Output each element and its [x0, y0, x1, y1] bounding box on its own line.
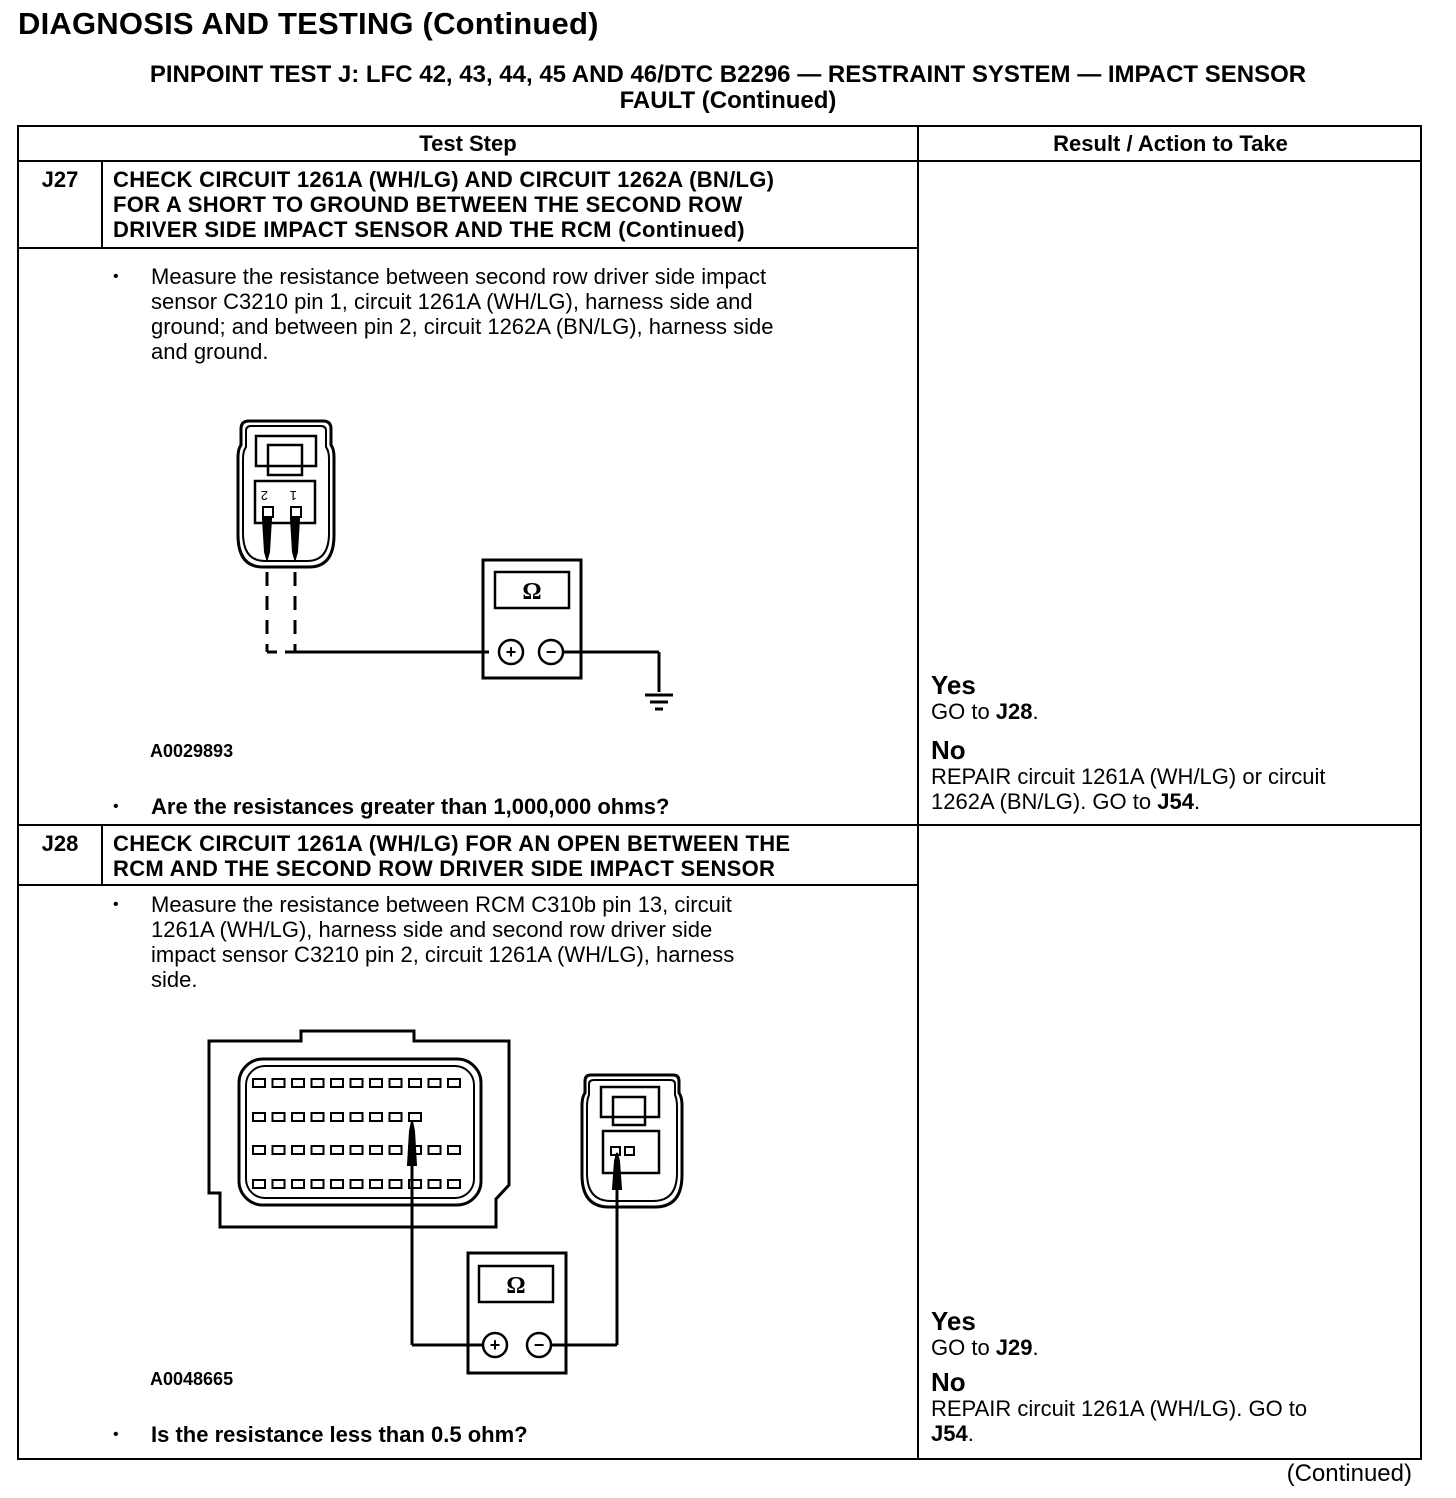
- figure-id-j27: A0029893: [150, 741, 234, 761]
- rcm-pin: [331, 1180, 343, 1188]
- figure-id-j28: A0048665: [150, 1369, 234, 1389]
- column-header-result: Result / Action to Take: [1053, 131, 1288, 156]
- step-title-line: RCM AND THE SECOND ROW DRIVER SIDE IMPACT SENSOR: [113, 856, 776, 881]
- rcm-pin: [273, 1146, 285, 1154]
- rcm-pin: [351, 1113, 363, 1121]
- instruction-line: ground; and between pin 2, circuit 1262A (BN/LG), harness side: [151, 314, 774, 339]
- rcm-pin: [390, 1079, 402, 1087]
- rcm-pin: [351, 1146, 363, 1154]
- rcm-pin: [409, 1079, 421, 1087]
- pinpoint-test-subtitle: [18, 62, 1438, 114]
- rcm-pin: [292, 1079, 304, 1087]
- rcm-pin: [273, 1079, 285, 1087]
- j28-wiring-diagram: [19, 127, 919, 1467]
- rcm-pin: [370, 1113, 382, 1121]
- minus-icon: −: [533, 1335, 545, 1355]
- instruction-line: Measure the resistance between RCM C310b pin 13, circuit: [151, 892, 732, 917]
- result-j27: [931, 671, 1411, 814]
- instruction-line: Measure the resistance between second row driver side impact: [151, 264, 767, 289]
- goto-link[interactable]: J29: [995, 1335, 1033, 1360]
- subtitle-line-2: FAULT (Continued): [619, 87, 837, 114]
- test-table: Test Step Result / Action to Take J27 CHECK CIRCUIT 1261A (WH/LG) AND CIRCUIT 1262A (BN/LG) FOR A SHORT TO GROUND BETWEEN THE SECOND ROW DRIVER SIDE IMPACT SENSOR AND THE RCM (Continued) • Measure the resistance between second row driver side impact sensor C3210 pin 1, circuit 1261A (WH/LG), harness side and ground; and between pin 2, circuit 1262A (BN/LG), harness side and ground. 2 1 Ω + − A0029893 • Are the resistances greater than 1,000,000 ohms? Yes GO to J28. No REPAIR circuit 1261A (WH/LG) or circuit 1262A (BN/LG). GO to J54. J28 CHECK CIRCUIT 1261A (WH/LG) FOR AN OPEN BETWEEN THE RCM AND THE SECOND ROW DRIVER SIDE IMPACT SENSOR • Measure the resistance between RCM C310b pin 13, circuit 1261A (WH/LG), harness side and second row driver side impact sensor C3210 pin 2, circuit 1261A (WH/LG), harness side. Ω + − A0048665 • Is the resistance less than 0.5 ohm? Yes GO to J29. No REPAIR circuit 1261A (WH/LG). GO to J54.: [17, 125, 1422, 1460]
- step-title-line: CHECK CIRCUIT 1261A (WH/LG) AND CIRCUIT 1262A (BN/LG): [113, 167, 775, 192]
- goto-link[interactable]: J28: [995, 699, 1033, 724]
- pin-label-1: 1: [289, 488, 297, 503]
- pin-label-2: 2: [260, 488, 268, 503]
- rcm-pin: [292, 1180, 304, 1188]
- rcm-pin: [253, 1146, 265, 1154]
- instruction-line: 1261A (WH/LG), harness side and second row driver side: [151, 917, 713, 942]
- bullet-icon: •: [113, 798, 119, 815]
- rcm-pin: [273, 1113, 285, 1121]
- ohm-symbol: Ω: [522, 579, 542, 605]
- rcm-pin: [429, 1180, 441, 1188]
- yes-action: GO to J28.: [931, 699, 1039, 724]
- rcm-pin: [448, 1079, 460, 1087]
- step-id-j28: J28: [41, 831, 79, 856]
- instruction-line: sensor C3210 pin 1, circuit 1261A (WH/LG), harness side and: [151, 289, 753, 314]
- rcm-pin: [312, 1113, 324, 1121]
- minus-icon: −: [545, 642, 557, 662]
- rcm-pin: [273, 1180, 285, 1188]
- rcm-pin: [370, 1180, 382, 1188]
- rcm-pin: [370, 1146, 382, 1154]
- step-id-j27: J27: [41, 167, 79, 192]
- yes-action: GO to J29.: [931, 1335, 1039, 1360]
- ohm-symbol: Ω: [506, 1273, 526, 1299]
- bullet-icon: •: [113, 268, 119, 285]
- no-label: No: [931, 735, 966, 765]
- plus-icon: +: [489, 1335, 501, 1355]
- step-title-line: FOR A SHORT TO GROUND BETWEEN THE SECOND ROW: [113, 192, 743, 217]
- yes-label: Yes: [931, 1306, 976, 1336]
- rcm-pin: [370, 1079, 382, 1087]
- rcm-pin: [253, 1113, 265, 1121]
- ohmmeter: [468, 1253, 566, 1373]
- rcm-pin: [312, 1180, 324, 1188]
- rcm-pin: [312, 1079, 324, 1087]
- rcm-pin: [292, 1146, 304, 1154]
- rcm-pin: [429, 1146, 441, 1154]
- goto-link[interactable]: J54: [931, 1421, 968, 1446]
- plus-icon: +: [505, 642, 517, 662]
- instruction-line: impact sensor C3210 pin 2, circuit 1261A (WH/LG), harness: [151, 942, 735, 967]
- rcm-pin: [448, 1146, 460, 1154]
- rcm-pin: [429, 1079, 441, 1087]
- impact-sensor-connector: [582, 1075, 682, 1207]
- step-title-line: CHECK CIRCUIT 1261A (WH/LG) FOR AN OPEN BETWEEN THE: [113, 831, 791, 856]
- bullet-icon: •: [113, 896, 119, 913]
- no-action: REPAIR circuit 1261A (WH/LG). GO to J54.: [931, 1396, 1308, 1446]
- rcm-pin: [331, 1113, 343, 1121]
- rcm-pin: [253, 1180, 265, 1188]
- rcm-pin: [390, 1113, 402, 1121]
- rcm-pin: [390, 1146, 402, 1154]
- subtitle-line-1: PINPOINT TEST J: LFC 42, 43, 44, 45 AND 46/DTC B2296 — RESTRAINT SYSTEM — IMPACT SENSOR: [149, 61, 1307, 88]
- rcm-pin: [351, 1079, 363, 1087]
- continued-footer: (Continued): [1286, 1460, 1412, 1487]
- result-j28: [931, 1307, 1411, 1446]
- goto-link[interactable]: J54: [1157, 789, 1194, 814]
- rcm-pin: [390, 1180, 402, 1188]
- bullet-icon: •: [113, 1426, 119, 1443]
- rcm-pin: [448, 1180, 460, 1188]
- page-title: DIAGNOSIS AND TESTING (Continued): [18, 6, 599, 41]
- rcm-pin: [351, 1180, 363, 1188]
- step-title-line: DRIVER SIDE IMPACT SENSOR AND THE RCM (Continued): [113, 217, 745, 242]
- instruction-line: and ground.: [151, 339, 269, 364]
- no-label: No: [931, 1367, 966, 1397]
- rcm-pin: [292, 1113, 304, 1121]
- yes-label: Yes: [931, 670, 976, 700]
- no-action: REPAIR circuit 1261A (WH/LG) or circuit 1262A (BN/LG). GO to J54.: [931, 764, 1326, 814]
- rcm-pin: [331, 1079, 343, 1087]
- rcm-pin: [409, 1113, 421, 1121]
- rcm-pin-grid: [253, 1079, 460, 1188]
- instruction-line: side.: [151, 967, 198, 992]
- rcm-pin: [331, 1146, 343, 1154]
- column-header-test-step: Test Step: [419, 131, 517, 156]
- rcm-pin: [312, 1146, 324, 1154]
- rcm-pin: [253, 1079, 265, 1087]
